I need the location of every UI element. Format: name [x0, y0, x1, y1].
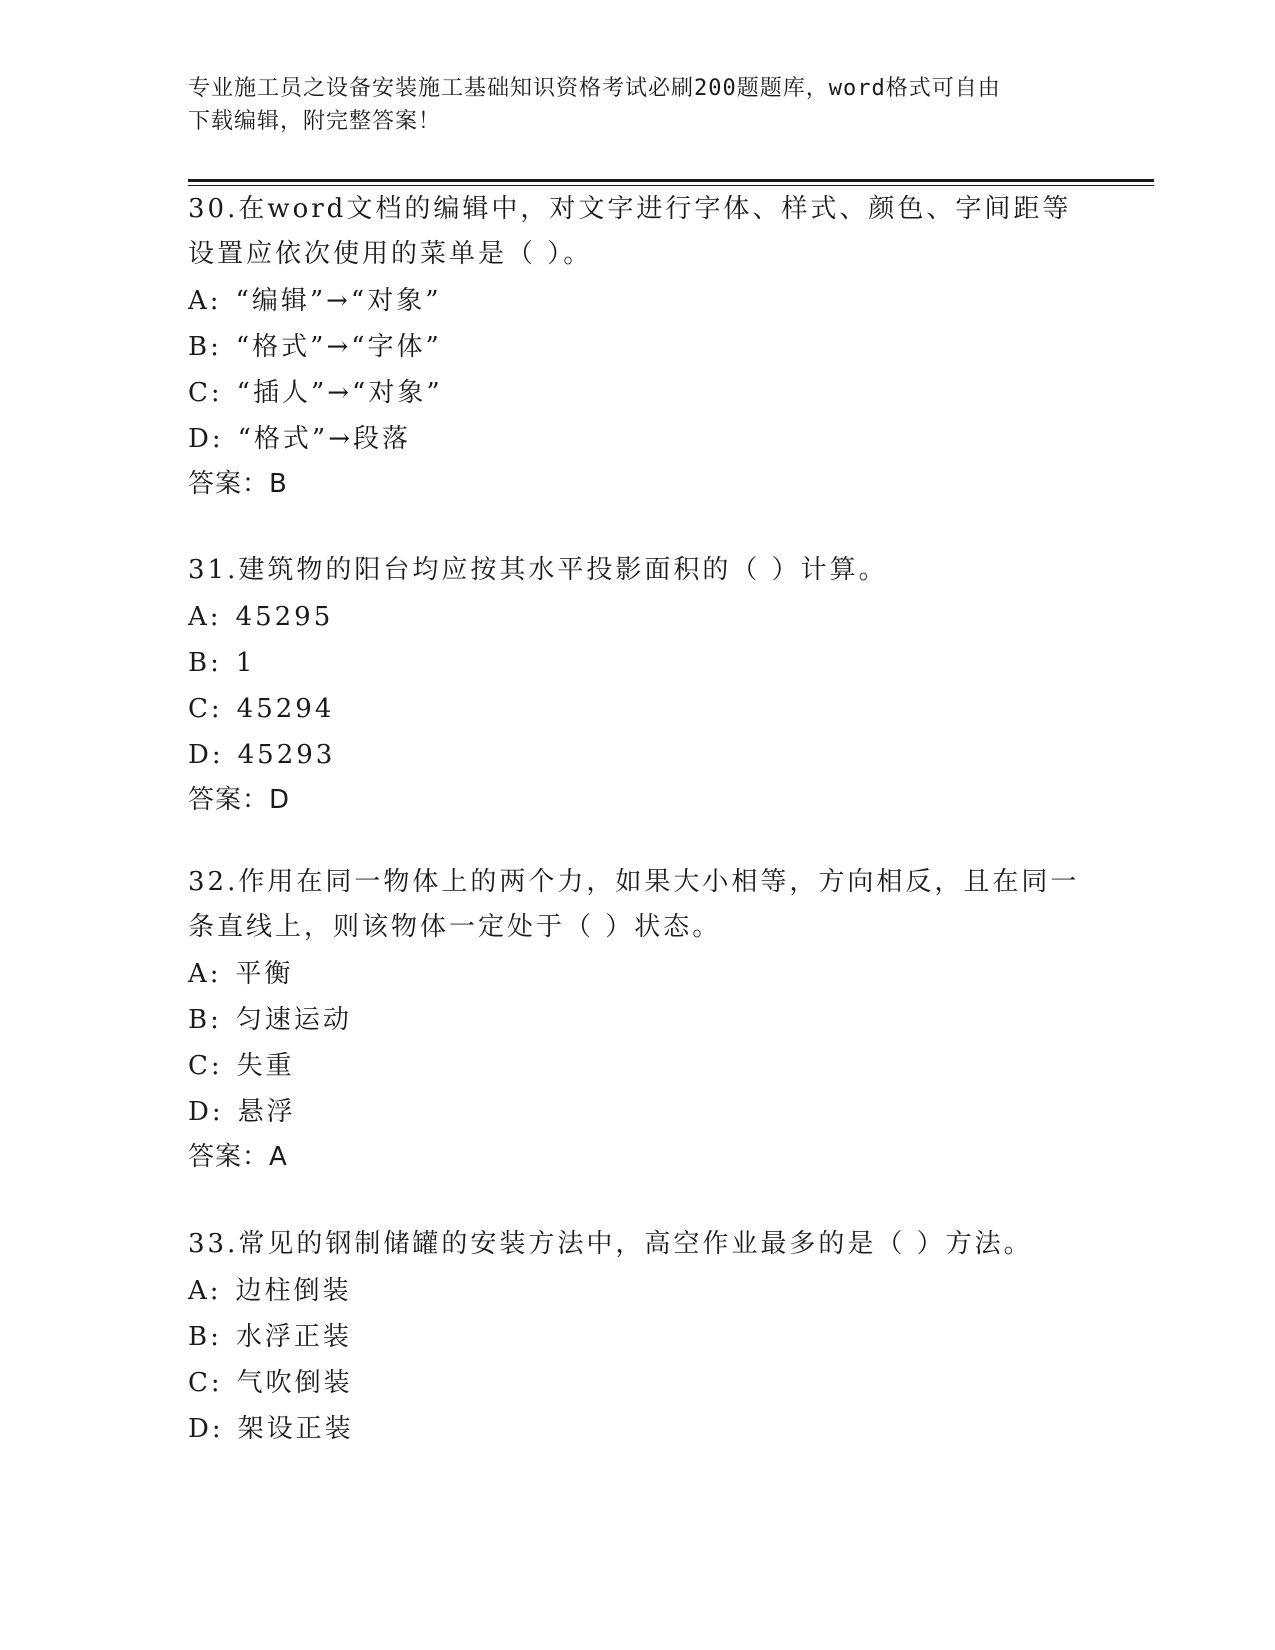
option-b — [188, 324, 1088, 370]
option-text: “插人”→“对象” — [236, 378, 443, 408]
question-stem: 30.在word文档的编辑中，对文字进行字体、样式、颜色、字间距等设置应依次使用的菜单是（ ）。 — [188, 194, 1072, 269]
option-text: “格式”→“字体” — [235, 332, 442, 362]
answer-label: 答案：A — [188, 1142, 288, 1172]
option-key: D: — [188, 1097, 224, 1127]
option-text: 45295 — [235, 602, 334, 632]
header-line-2: 下载编辑，附完整答案！ — [188, 109, 442, 134]
option-key: D: — [188, 740, 224, 770]
option-c — [188, 1360, 1088, 1406]
option-a — [188, 1268, 1088, 1314]
option-key: C: — [188, 1051, 223, 1081]
option-text: 悬浮 — [237, 1097, 296, 1127]
option-text: 匀速运动 — [235, 1005, 352, 1035]
option-key: A: — [188, 602, 222, 632]
option-a — [188, 951, 1088, 997]
document-header — [188, 72, 1088, 138]
option-key: A: — [188, 959, 222, 989]
option-key: D: — [188, 1414, 224, 1444]
option-c — [188, 1043, 1088, 1089]
option-text: 平衡 — [235, 959, 294, 989]
option-text: 45294 — [236, 694, 335, 724]
option-key: B: — [188, 648, 222, 678]
header-divider-thick — [188, 179, 1154, 182]
option-d — [188, 732, 1088, 778]
option-d — [188, 1406, 1088, 1452]
answer-label: 答案：D — [188, 785, 291, 815]
option-key: C: — [188, 378, 223, 408]
header-line-1: 专业施工员之设备安装施工基础知识资格考试必刷200题题库，word格式可自由 — [188, 76, 1001, 101]
option-text: 45293 — [237, 740, 336, 770]
question-30 — [188, 187, 1088, 506]
header-divider-thin — [188, 185, 1154, 186]
option-text: 水浮正装 — [235, 1322, 352, 1352]
question-stem: 31.建筑物的阳台均应按其水平投影面积的（ ）计算。 — [188, 555, 888, 585]
option-text: 1 — [235, 648, 256, 678]
option-key: A: — [188, 1276, 222, 1306]
option-key: B: — [188, 332, 222, 362]
option-text: 失重 — [236, 1051, 295, 1081]
question-stem: 33.常见的钢制储罐的安装方法中，高空作业最多的是（ ）方法。 — [188, 1229, 1033, 1259]
answer-label: 答案：B — [188, 469, 288, 499]
option-text: “编辑”→“对象” — [235, 286, 442, 316]
option-key: B: — [188, 1322, 222, 1352]
option-d — [188, 1089, 1088, 1135]
question-33 — [188, 1222, 1088, 1452]
question-stem: 32.作用在同一物体上的两个力，如果大小相等，方向相反，且在同一条直线上，则该物体一定处于（ ）状态。 — [188, 867, 1080, 942]
option-b — [188, 1314, 1088, 1360]
option-key: A: — [188, 286, 222, 316]
option-key: B: — [188, 1005, 222, 1035]
option-key: D: — [188, 424, 224, 454]
option-a — [188, 278, 1088, 324]
option-c — [188, 686, 1088, 732]
option-text: 边柱倒装 — [235, 1276, 352, 1306]
option-d — [188, 416, 1088, 462]
option-text: 架设正装 — [237, 1414, 354, 1444]
option-text: “格式”→段落 — [237, 424, 411, 454]
option-key: C: — [188, 1368, 223, 1398]
option-text: 气吹倒装 — [236, 1368, 353, 1398]
option-c — [188, 370, 1088, 416]
question-31 — [188, 548, 1088, 822]
option-b — [188, 997, 1088, 1043]
option-key: C: — [188, 694, 223, 724]
option-b — [188, 640, 1088, 686]
question-32 — [188, 860, 1088, 1179]
option-a — [188, 594, 1088, 640]
